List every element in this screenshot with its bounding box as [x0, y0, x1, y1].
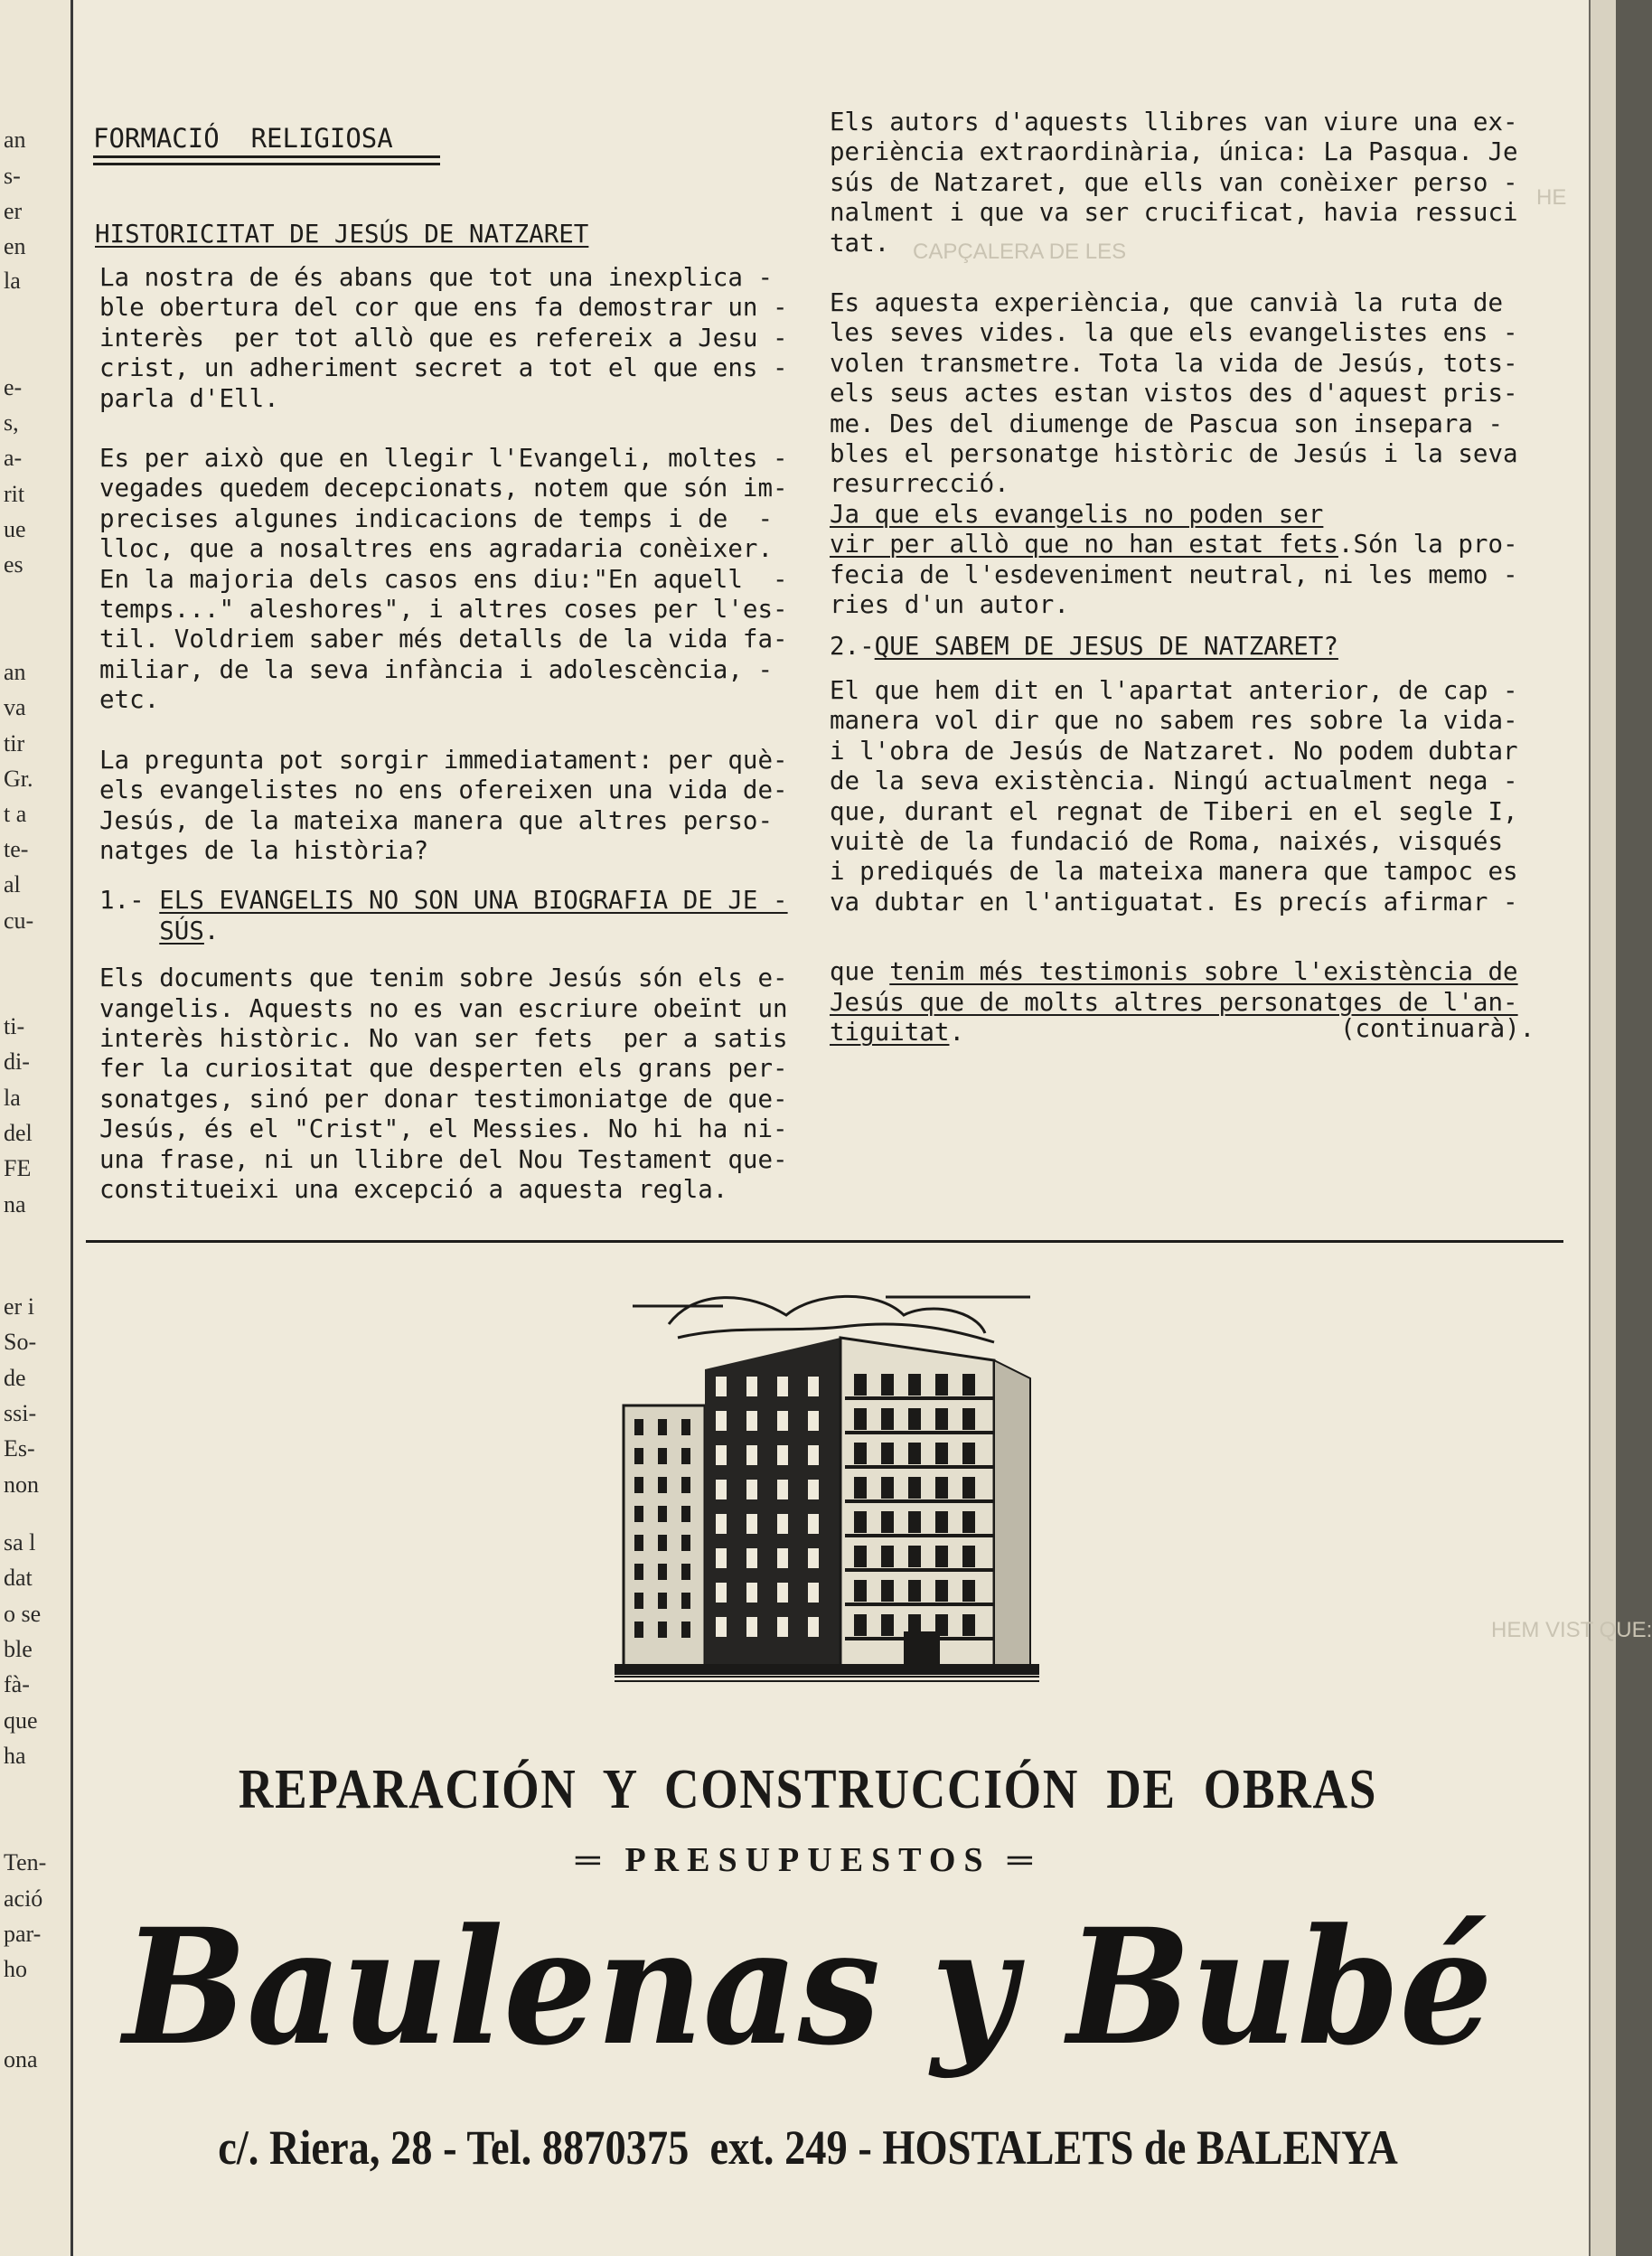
margin-fragment: fà-	[4, 1671, 30, 1697]
margin-fragment: er	[4, 198, 23, 224]
text-line: de la seva existència. Ningú actualment nega -	[830, 766, 1518, 796]
text-line: Es per això que en llegir l'Evangeli, moltes -	[99, 444, 788, 474]
text-line: La pregunta pot sorgir immediatament: per què-	[99, 745, 788, 775]
margin-fragment: Es-	[4, 1435, 35, 1462]
margin-fragment: al	[4, 871, 21, 898]
margin-fragment: di-	[4, 1048, 30, 1075]
text-line: va dubtar en l'antiguatat. Es precís afirmar -	[830, 887, 1518, 916]
section-title: FORMACIÓ RELIGIOSA	[93, 123, 393, 154]
margin-fragment: FE	[4, 1155, 32, 1181]
text-line: lloc, que a nosaltres ens agradaria conèixer.	[99, 534, 774, 564]
text-line: nalment i que va ser crucificat, havia ressuci	[830, 198, 1518, 228]
text-line: periència extraordinària, única: La Pasqua. Je	[830, 137, 1518, 167]
paragraph	[830, 108, 1518, 258]
text-line: una frase, ni un llibre del Nou Testament que-	[99, 1144, 788, 1174]
text-line: ble obertura del cor que ens fa demostrar un -	[99, 293, 788, 323]
margin-fragment: del	[4, 1120, 33, 1146]
section-heading-2: 2.-QUE SABEM DE JESUS DE NATZARET?	[830, 631, 1338, 661]
article-title: HISTORICITAT DE JESÚS DE NATZARET	[95, 220, 589, 249]
paragraph: Es aquesta experiència, que canvià la ruta de les seves vides. la que els evangelistes ens - volen transmetre. Tota la vida de Jesús, tots- els seus actes estan vistos des d'aquest pris- me. Des del diumenge de Pascua son insepara - bles el personatge històric de Jesús i la seva resurrecció. Ja que els evangelis no poden ser vir per allò que no han estat fets.Són la pro- fecia de l'esdeveniment neutral, ni les memo - ries d'un autor.	[830, 288, 1518, 620]
ad-brand-name: Baulenas y Bubé	[123, 1894, 1493, 2081]
margin-fragment: na	[4, 1191, 26, 1217]
margin-fragment: va	[4, 694, 26, 720]
ad-subheadline: ═ PRESUPUESTOS ═	[576, 1841, 1040, 1879]
text-line: me. Des del diumenge de Pascua son insepara -	[830, 409, 1504, 438]
ad-headline: REPARACIÓN Y CONSTRUCCIÓN DE OBRAS	[238, 1759, 1378, 1820]
text-line: i prediqués de la mateixa manera que tampoc es	[830, 857, 1518, 887]
margin-fragment: ssi-	[4, 1400, 37, 1426]
margin-fragment: ti-	[4, 1013, 25, 1039]
section-divider	[86, 1240, 1563, 1243]
paragraph	[99, 964, 788, 1205]
continued-note: (continuarà).	[1340, 1014, 1535, 1043]
bleed-through-text: HE	[1536, 185, 1567, 210]
text-line: til. Voldriem saber més detalls de la vida fa-	[99, 625, 788, 654]
text-line: etc.	[99, 685, 160, 715]
text-line: vegades quedem decepcionats, notem que són im-	[99, 474, 788, 503]
left-column	[99, 263, 788, 1205]
margin-fragment: dat	[4, 1565, 33, 1591]
margin-fragment: non	[4, 1471, 39, 1498]
text-line: Es aquesta experiència, que canvià la ruta de	[830, 288, 1504, 318]
text-line: Els autors d'aquests llibres van viure una ex-	[830, 108, 1518, 136]
text-line: bles el personatge històric de Jesús i la seva	[830, 439, 1518, 469]
margin-fragment: cu-	[4, 907, 34, 934]
text-line: La nostra de és abans que tot una inexplica -	[99, 263, 774, 292]
text-line: temps..." aleshores", i altres coses per l'es-	[99, 595, 788, 625]
margin-fragment: Ten-	[4, 1849, 47, 1875]
text-line: sús de Natzaret, que ells van conèixer perso -	[830, 167, 1518, 197]
bleed-through-text: CAPÇALERA DE LES	[913, 240, 1127, 264]
paragraph	[99, 746, 788, 867]
text-line: sonatges, sinó per donar testimoniatge de que-	[99, 1084, 788, 1114]
text-line: El que hem dit en l'apartat anterior, de cap -	[830, 675, 1518, 705]
text-line: tat.	[830, 228, 890, 258]
text-line: vangelis. Aquests no es van escriure obeïnt un	[99, 993, 788, 1023]
text-line: miliar, de la seva infància i adolescència, -	[99, 654, 774, 684]
margin-fragment: an	[4, 127, 26, 153]
text-line: manera vol dir que no sabem res sobre la vida-	[830, 706, 1518, 736]
bleed-through-text: HEM VIST QUE:	[1491, 1618, 1652, 1642]
section-heading-1: 1.- ELS EVANGELIS NO SON UNA BIOGRAFIA DE JE - SÚS.	[99, 886, 788, 945]
margin-fragment: de	[4, 1365, 26, 1391]
text-line: els evangelistes no ens ofereixen una vida de-	[99, 776, 788, 805]
margin-fragment: sa l	[4, 1529, 36, 1556]
text-line: els seus actes estan vistos des d'aquest pris-	[830, 379, 1518, 409]
margin-fragment: Gr.	[4, 766, 33, 792]
paragraph	[830, 676, 1518, 917]
margin-fragment: ho	[4, 1956, 27, 1982]
margin-fragment: en	[4, 233, 26, 259]
paragraph: que tenim més testimonis sobre l'existència de Jesús que de molts altres personatges de l'an- tiguitat.	[830, 957, 1518, 1047]
margin-fragment: que	[4, 1707, 38, 1734]
text-line: fer la curiositat que desperten els grans per-	[99, 1054, 788, 1084]
margin-fragment: ue	[4, 516, 26, 542]
text-line: ries d'un autor.	[830, 590, 1069, 620]
text-line: i l'obra de Jesús de Natzaret. No podem dubtar	[830, 736, 1518, 766]
margin-fragment: a-	[4, 445, 23, 471]
text-line: interès històric. No van ser fets per a satis	[99, 1023, 788, 1053]
paragraph	[99, 444, 788, 716]
margin-fragment: es	[4, 551, 23, 578]
margin-fragment: o se	[4, 1601, 42, 1627]
margin-fragment: an	[4, 659, 26, 685]
text-line: crist, un adheriment secret a tot el que ens -	[99, 353, 788, 383]
margin-fragment: te-	[4, 836, 29, 862]
text-line: parla d'Ell.	[99, 383, 279, 413]
text-line: volen transmetre. Tota la vida de Jesús, tots-	[830, 348, 1518, 378]
page-right-edge	[1589, 0, 1616, 2256]
text-line: les seves vides. la que els evangelistes ens -	[830, 318, 1518, 348]
margin-fragment: s-	[4, 163, 21, 189]
margin-fragment: er i	[4, 1293, 34, 1320]
text-line: En la majoria dels casos ens diu:"En aquell -	[99, 564, 788, 594]
margin-fragment: ació	[4, 1885, 43, 1912]
right-column	[830, 108, 1535, 1048]
text-line: constitueixi una excepció a aquesta regla.	[99, 1174, 728, 1204]
text-line: que, durant el regnat de Tiberi en el segle I,	[830, 796, 1518, 826]
text-line: precises algunes indicacions de temps i de -	[99, 503, 774, 533]
margin-fragment: ona	[4, 2046, 38, 2073]
margin-fragment: rit	[4, 481, 25, 507]
text-line: Jesús, de la mateixa manera que altres perso-	[99, 805, 774, 835]
margin-fragment: la	[4, 268, 21, 294]
text-line: Jesús, és el "Crist", el Messies. No hi ha ni-	[99, 1114, 788, 1144]
building-illustration	[615, 1270, 1039, 1686]
paragraph	[99, 263, 788, 414]
ad-address: c/. Riera, 28 - Tel. 8870375 ext. 249 - HOSTALETS de BALENYA	[218, 2120, 1398, 2175]
text-line: Els documents que tenim sobre Jesús són els e-	[99, 964, 788, 993]
text-line: vuitè de la fundació de Roma, naixés, visqués	[830, 826, 1504, 856]
text-line: natges de la història?	[99, 835, 429, 865]
margin-fragment: s,	[4, 409, 19, 436]
text-line: resurrecció.	[830, 469, 1009, 499]
text-line: interès per tot allò que es refereix a Jesu -	[99, 323, 788, 352]
margin-fragment: e-	[4, 374, 23, 400]
previous-page-edge	[0, 0, 73, 2256]
margin-fragment: la	[4, 1085, 21, 1111]
margin-fragment: ha	[4, 1743, 26, 1769]
margin-fragment: tir	[4, 730, 25, 757]
margin-fragment: t a	[4, 801, 27, 827]
text-line: fecia de l'esdeveniment neutral, ni les memo -	[830, 559, 1518, 589]
margin-fragment: So-	[4, 1329, 37, 1355]
margin-fragment: par-	[4, 1921, 42, 1947]
margin-fragment: ble	[4, 1636, 33, 1662]
